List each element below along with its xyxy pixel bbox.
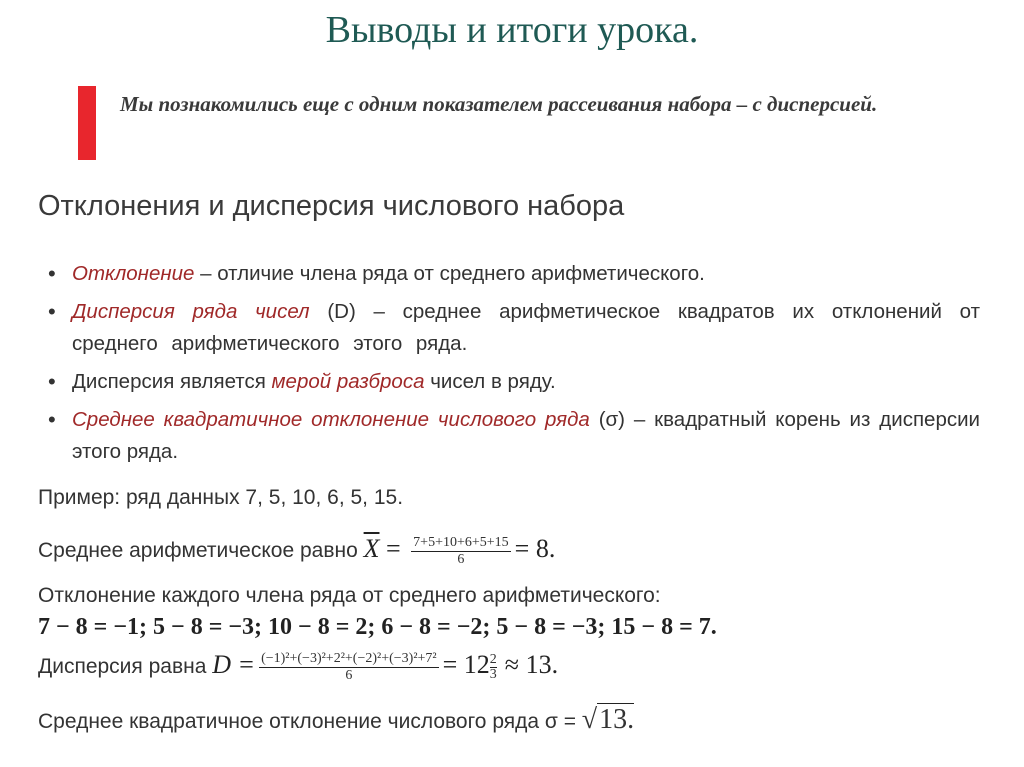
sigma-radicand: 13.	[599, 704, 635, 735]
definition-text: (D) – среднее арифметическое квадратов их отклонений от среднего арифметического этого ряда.	[72, 300, 980, 355]
list-item	[48, 258, 980, 290]
deviation-values: 7 − 8 = −1; 5 − 8 = −3; 10 − 8 = 2; 6 − 8 = −2; 5 − 8 = −3; 15 − 8 = 7.	[38, 614, 717, 640]
mean-line: Среднее арифметическое равно $\overline{X}$ = $\frac{7+5+10+6+5+15}{6}$ = 8.	[38, 534, 556, 567]
sqrt-icon: √13.	[581, 704, 635, 735]
sigma-label: Среднее квадратичное отклонение числового ряда σ =	[38, 710, 582, 733]
term-std-deviation: Среднее квадратичное отклонение числового ряда	[72, 408, 590, 431]
fraction-denominator: 6	[457, 551, 465, 567]
variance-equals: = 12	[442, 650, 490, 679]
fraction-numerator: (−1)²+(−3)²+2²+(−2)²+(−3)²+7²	[261, 650, 437, 666]
accent-bar	[78, 86, 96, 160]
list-item	[48, 404, 980, 468]
intro-block	[78, 86, 908, 160]
bullet-icon: •	[48, 261, 56, 286]
mean-fraction	[411, 535, 510, 568]
fraction-numerator: 7+5+10+6+5+15	[413, 534, 509, 550]
sigma-line	[38, 704, 634, 736]
term-spread-measure: мерой разброса	[271, 370, 425, 393]
term-deviation: Отклонение	[72, 262, 195, 285]
variance-fraction	[259, 651, 439, 684]
example-line: Пример: ряд данных 7, 5, 10, 6, 5, 15.	[38, 486, 404, 509]
variance-variable: D =	[212, 650, 256, 679]
variance-fraction-part: $\frac{2}{3}$	[489, 651, 497, 682]
definition-text: – отличие члена ряда от среднего арифметического.	[194, 262, 705, 285]
deviation-label: Отклонение каждого члена ряда от среднего арифметического:	[38, 584, 661, 607]
list-item	[48, 366, 980, 398]
section-title: Отклонения и дисперсия числового набора	[38, 190, 625, 222]
bullet-icon: •	[48, 299, 56, 324]
definition-text: (σ) – квадратный корень из дисперсии этого ряда.	[72, 408, 980, 463]
list-item	[48, 296, 980, 360]
bullet-icon: •	[48, 407, 56, 432]
slide-title: Выводы и итоги урока.	[325, 9, 699, 51]
mean-variable: $\overline{X}$	[363, 534, 380, 563]
bullet-icon: •	[48, 369, 56, 394]
mean-label: Среднее арифметическое равно	[38, 539, 364, 562]
mean-result: = 8.	[514, 534, 556, 563]
fraction-denominator: 6	[345, 667, 353, 683]
term-variance: Дисперсия ряда чисел	[72, 300, 310, 323]
definition-text: чисел в ряду.	[424, 370, 556, 393]
variance-label: Дисперсия равна	[38, 655, 213, 678]
variance-approx: ≈ 13.	[504, 650, 559, 679]
definition-text: Дисперсия является	[72, 370, 272, 393]
intro-text: Мы познакомились еще с одним показателем рассеивания набора – с дисперсией.	[120, 92, 878, 116]
variance-line	[38, 650, 558, 684]
definitions-list	[48, 258, 980, 474]
